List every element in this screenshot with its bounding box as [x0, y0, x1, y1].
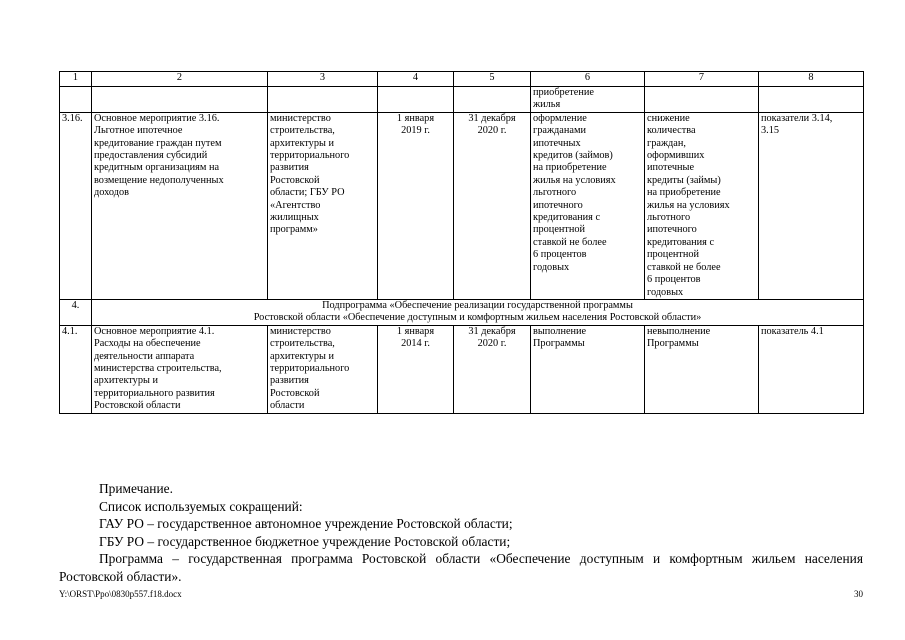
consequence-cell: снижение количества граждан, оформивших ипотечные кредиты (займы) на приобретение жилья на условиях льготного ипотечного кредитования с процентной ставкой не более 6 процентов годовых: [645, 112, 759, 299]
start-date: 1 января 2019 г.: [378, 112, 454, 299]
table-row-4: [60, 299, 864, 325]
header-cell: 4: [378, 72, 454, 87]
result-cell: оформление гражданами ипотечных кредитов (займов) на приобретение жилья на условиях льготного ипотечного кредитования с процентной ставкой не более 6 процентов годовых: [531, 112, 645, 299]
header-cell: 5: [454, 72, 531, 87]
table-row-continuation: [60, 87, 864, 113]
executor-cell: министерство строительства, архитектуры и территориального развития Ростовской области: [268, 325, 378, 413]
table-row-3-16: [60, 112, 864, 299]
end-date: 31 декабря 2020 г.: [454, 325, 531, 413]
measure-description: Основное мероприятие 4.1. Расходы на обеспечение деятельности аппарата министерства строительства, архитектуры и территориального развития Ростовской области: [92, 325, 268, 413]
header-cell: 3: [268, 72, 378, 87]
abbreviation-gau: ГАУ РО – государственное автономное учреждение Ростовской области;: [99, 516, 513, 532]
header-cell: 7: [645, 72, 759, 87]
indicators-cell: показатели 3.14, 3.15: [759, 112, 864, 299]
result-cell: выполнение Программы: [531, 325, 645, 413]
row-number: 4.: [60, 299, 92, 325]
file-path: Y:\ORST\Ppo\0830p557.f18.docx: [59, 589, 182, 599]
page-number: 30: [854, 589, 863, 599]
row-number: 4.1.: [60, 325, 92, 413]
notes-title: Примечание.: [99, 481, 173, 496]
header-cell: 6: [531, 72, 645, 87]
header-cell: 1: [60, 72, 92, 87]
end-date: 31 декабря 2020 г.: [454, 112, 531, 299]
header-row: [60, 72, 864, 87]
header-cell: 2: [92, 72, 268, 87]
indicators-cell: показатель 4.1: [759, 325, 864, 413]
subprogram-title: Подпрограмма «Обеспечение реализации государственной программы Ростовской области «Обеспечение доступным и комфортным жильем населения Ростовской области»: [92, 299, 864, 325]
abbreviation-gbu: ГБУ РО – государственное бюджетное учреждение Ростовской области;: [99, 533, 511, 549]
result-cell: приобретение жилья: [531, 87, 645, 113]
measure-description: Основное мероприятие 3.16. Льготное ипотечное кредитование граждан путем предоставления субсидий кредитным организациям на возмещение недополученных доходов: [92, 112, 268, 299]
notes-section: [59, 480, 863, 586]
abbreviations-title: Список используемых сокращений:: [99, 498, 303, 514]
measures-table: [59, 71, 864, 414]
header-cell: 8: [759, 72, 864, 87]
executor-cell: министерство строительства, архитектуры и территориального развития Ростовской области; ГБУ РО «Агентство жилищных программ»: [268, 112, 378, 299]
table-row-4-1: [60, 325, 864, 413]
consequence-cell: невыполнение Программы: [645, 325, 759, 413]
start-date: 1 января 2014 г.: [378, 325, 454, 413]
abbreviation-program: Программа – государственная программа Ростовской области «Обеспечение доступным и комфортным жильем населения Ростовской области».: [59, 551, 863, 584]
row-number: 3.16.: [60, 112, 92, 299]
